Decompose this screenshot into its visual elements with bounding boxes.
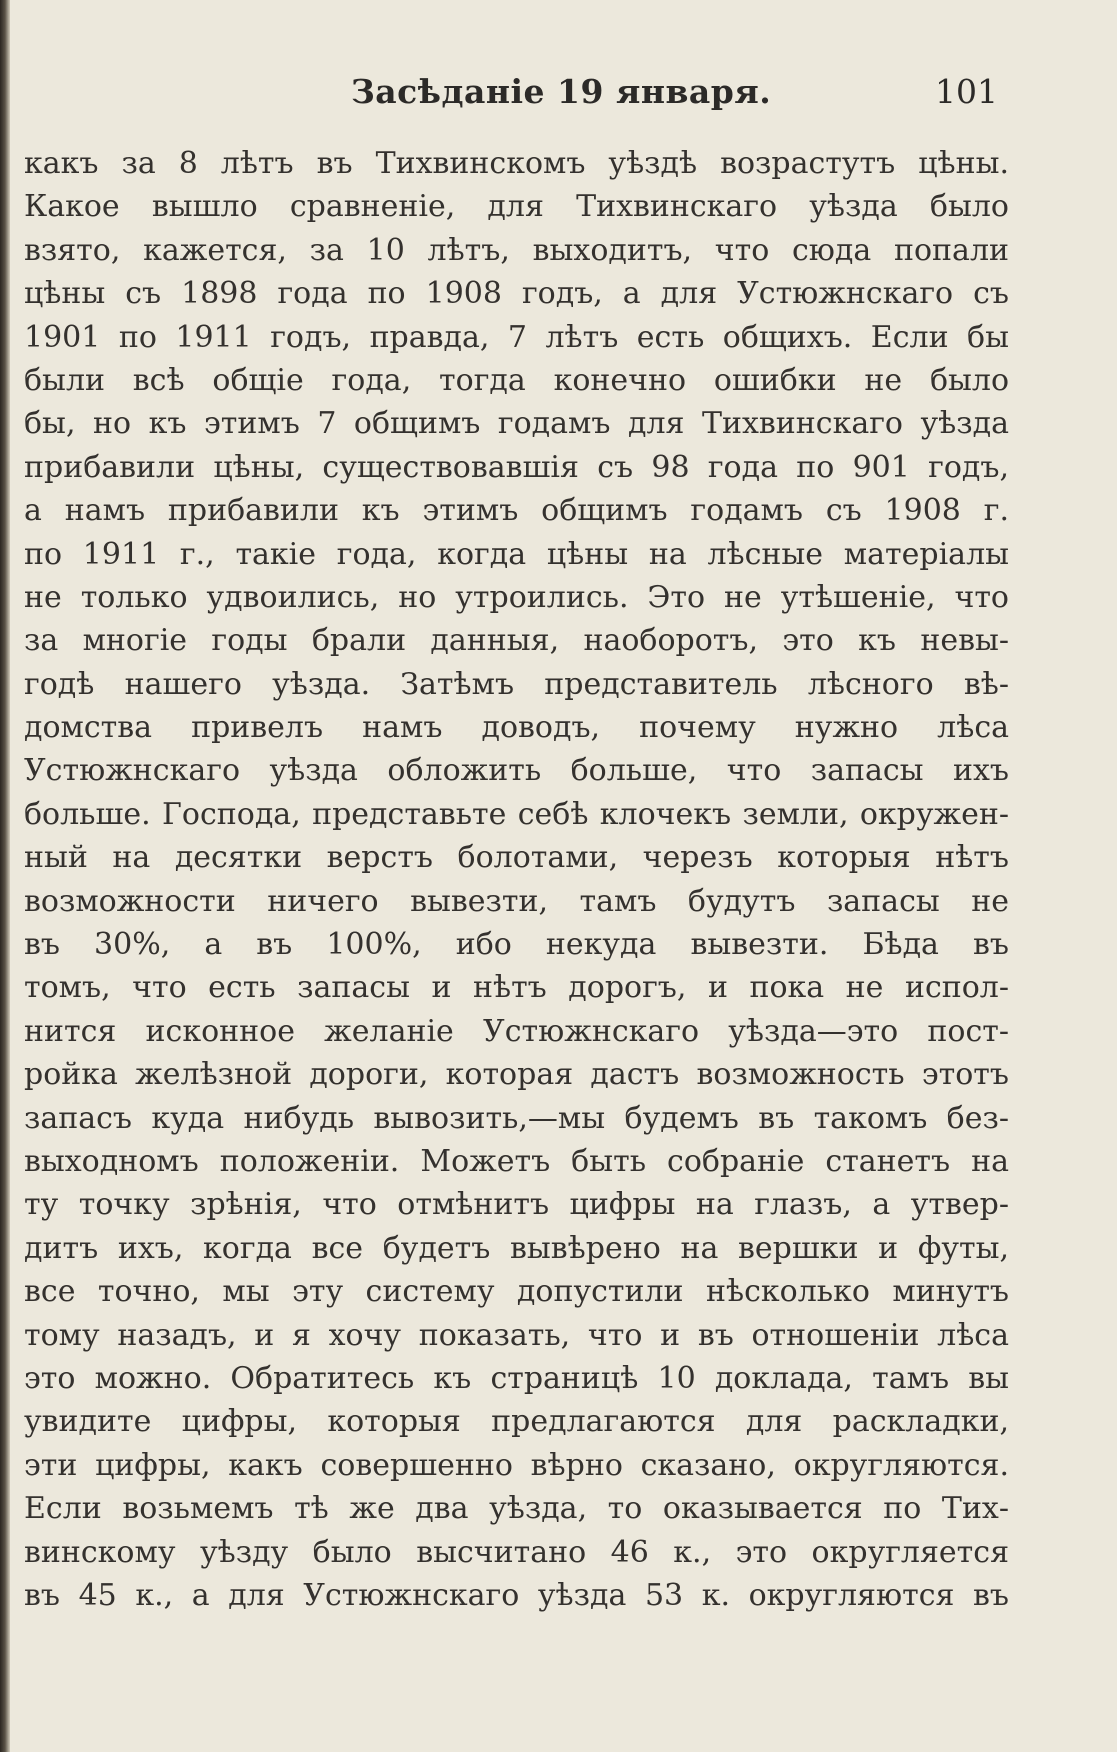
text-line: возможности ничего вывезти, тамъ будутъ запасы не — [24, 883, 1009, 919]
text-line: 1901 по 1911 годъ, правда, 7 лѣтъ есть общихъ. Если бы — [24, 319, 1009, 355]
text-line: за многіе годы брали данныя, наоборотъ, это къ невы- — [24, 623, 1009, 659]
text-line: винскому уѣзду было высчитано 46 к., это округляется — [24, 1534, 1009, 1570]
text-line: цѣны съ 1898 года по 1908 годъ, а для Устюжнскаго съ — [24, 276, 1009, 312]
text-line: увидите цифры, которыя предлагаются для раскладки, — [24, 1404, 1009, 1440]
text-line: Если возьмемъ тѣ же два уѣзда, то оказывается по Тих- — [24, 1491, 1009, 1527]
text-line: взято, кажется, за 10 лѣтъ, выходитъ, что сюда попали — [24, 232, 1009, 268]
text-line: ный на десятки верстъ болотами, черезъ которыя нѣтъ — [24, 840, 1009, 876]
text-line: Устюжнскаго уѣзда обложить больше, что запасы ихъ — [24, 753, 1009, 789]
text-line: бы, но къ этимъ 7 общимъ годамъ для Тихвинскаго уѣзда — [24, 406, 1009, 442]
text-line: въ 30%, а въ 100%, ибо некуда вывезти. Бѣда въ — [24, 927, 1009, 963]
text-line: были всѣ общіе года, тогда конечно ошибки не было — [24, 362, 1009, 398]
text-line: прибавили цѣны, существовавшія съ 98 года по 901 годъ, — [24, 449, 1009, 485]
text-line: дитъ ихъ, когда все будетъ вывѣрено на вершки и футы, — [24, 1230, 1009, 1266]
text-line: ройка желѣзной дороги, которая дастъ возможность этотъ — [24, 1057, 1009, 1093]
text-line: по 1911 г., такіе года, когда цѣны на лѣсные матеріалы — [24, 536, 1009, 572]
text-line: ту точку зрѣнія, что отмѣнитъ цифры на глазъ, а утвер- — [24, 1187, 1009, 1223]
text-line: какъ за 8 лѣтъ въ Тихвинскомъ уѣздѣ возрастутъ цѣны. — [24, 146, 1009, 181]
text-body — [24, 142, 1009, 1617]
text-line: нится исконное желаніе Устюжнскаго уѣзда—это пост- — [24, 1013, 1009, 1049]
text-line: а намъ прибавили къ этимъ общимъ годамъ съ 1908 г. — [24, 493, 1009, 529]
text-line: не только удвоились, но утроились. Это не утѣшеніе, что — [24, 579, 1009, 615]
text-line: эти цифры, какъ совершенно вѣрно сказано, округляются. — [24, 1447, 1009, 1483]
text-line: годѣ нашего уѣзда. Затѣмъ представитель лѣсного вѣ- — [24, 666, 1009, 702]
text-line: домства привелъ намъ доводъ, почему нужно лѣса — [24, 710, 1009, 746]
text-line: больше. Господа, представьте себѣ клочекъ земли, окружен- — [24, 796, 1009, 832]
text-line: Какое вышло сравненіе, для Тихвинскаго уѣзда было — [24, 189, 1009, 225]
text-line: выходномъ положеніи. Можетъ быть собраніе станетъ на — [24, 1143, 1009, 1179]
page-header — [0, 72, 1117, 112]
page-spine-edge — [0, 0, 10, 1752]
text-line: запасъ куда нибудь вывозить,—мы будемъ въ такомъ без- — [24, 1100, 1009, 1136]
text-line: все точно, мы эту систему допустили нѣсколько минутъ — [24, 1274, 1009, 1310]
page-number: 101 — [935, 72, 998, 111]
text-line: тому назадъ, и я хочу показать, что и въ отношеніи лѣса — [24, 1317, 1009, 1353]
text-line: томъ, что есть запасы и нѣтъ дорогъ, и пока не испол- — [24, 970, 1009, 1006]
text-line: въ 45 к., а для Устюжнскаго уѣзда 53 к. округляются въ — [24, 1577, 1009, 1613]
running-title: Засѣданіе 19 января. — [351, 72, 772, 111]
text-line: это можно. Обратитесь къ страницѣ 10 доклада, тамъ вы — [24, 1360, 1009, 1396]
